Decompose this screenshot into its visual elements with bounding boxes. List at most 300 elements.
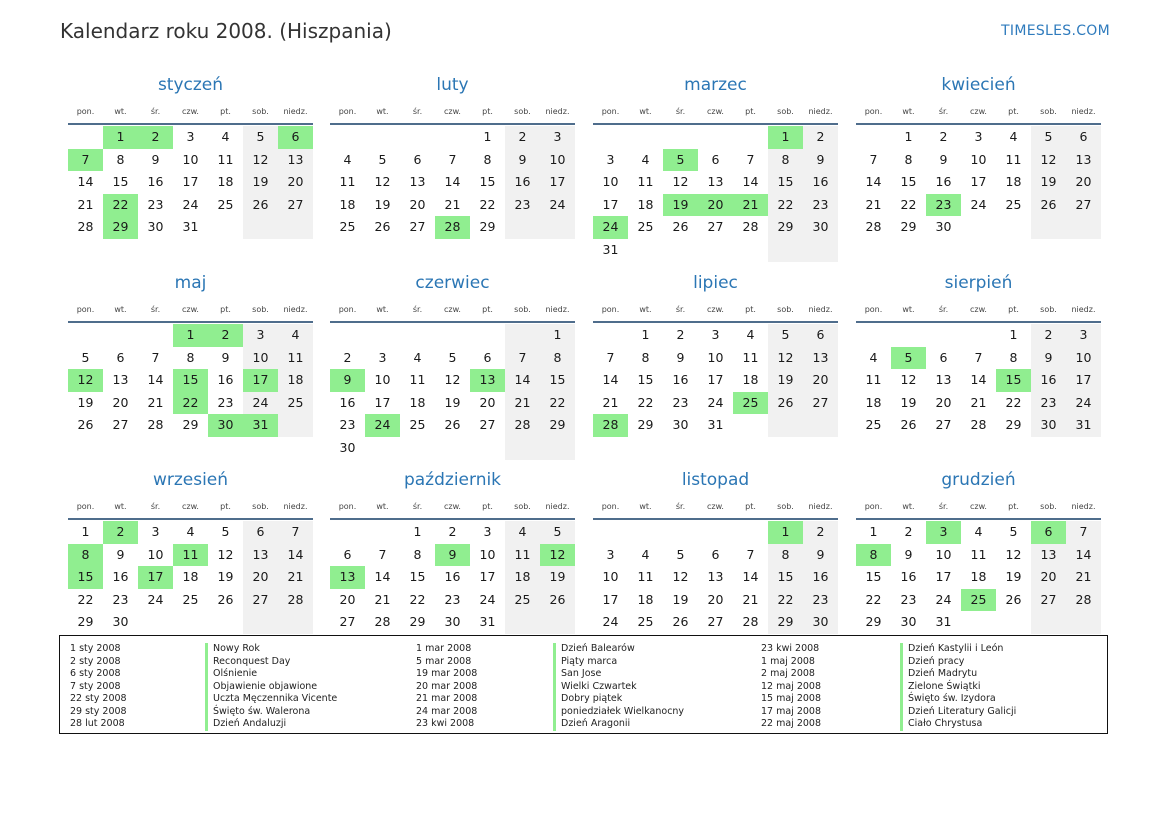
day-cell: 20 (707, 591, 724, 607)
weekday-label: pt. (482, 107, 493, 116)
month-block (856, 466, 1101, 634)
day-cell: 30 (112, 614, 129, 630)
day-cell: 20 (1066, 171, 1101, 194)
legend-date: 17 maj 2008 (761, 705, 822, 717)
day-cell: 12 (444, 372, 461, 388)
month-name: maj (174, 273, 207, 293)
month-name: kwiecień (941, 75, 1016, 95)
day-cell-empty (540, 437, 575, 460)
day-cell: 16 (444, 569, 461, 585)
day-cell: 22 (768, 589, 803, 612)
day-cell: 1 (904, 129, 913, 144)
legend-date: 23 kwi 2008 (761, 643, 820, 654)
weekday-label: śr. (150, 107, 161, 116)
day-grid (593, 521, 838, 634)
day-cell-empty (926, 324, 961, 347)
day-cell: 13 (803, 347, 838, 370)
day-cell-empty (698, 239, 733, 262)
day-cell: 27 (339, 614, 356, 630)
weekday-label: sob. (1040, 107, 1057, 116)
day-grid (68, 324, 313, 437)
month-name: grudzień (941, 470, 1016, 490)
day-cell: 14 (505, 369, 540, 392)
day-cell: 19 (1005, 569, 1022, 585)
weekday-label: pon. (338, 107, 357, 116)
day-cell: 1 (483, 129, 492, 144)
legend-holiday-name: Dzień Madrytu (908, 668, 978, 679)
day-cell: 16 (672, 372, 689, 388)
weekday-label: pon. (864, 305, 883, 314)
day-cell: 29 (182, 417, 199, 433)
day-cell: 15 (409, 569, 426, 585)
day-cell: 19 (243, 171, 278, 194)
day-cell: 12 (217, 546, 234, 562)
day-cell: 13 (470, 369, 505, 392)
day-cell: 3 (974, 129, 983, 144)
day-cell: 16 (147, 174, 164, 190)
weekday-label: niedz. (283, 107, 308, 116)
day-cell: 26 (374, 219, 391, 235)
day-cell: 7 (505, 347, 540, 370)
day-cell: 26 (243, 194, 278, 217)
weekday-label: śr. (412, 305, 423, 314)
month-divider (330, 518, 575, 520)
weekday-label: pon. (601, 305, 620, 314)
day-cell: 26 (900, 417, 917, 433)
day-cell: 4 (343, 151, 352, 167)
day-cell: 14 (278, 544, 313, 567)
day-cell: 10 (147, 546, 164, 562)
day-cell: 20 (479, 394, 496, 410)
weekday-header (593, 500, 838, 514)
day-cell: 17 (243, 369, 278, 392)
day-cell: 3 (243, 324, 278, 347)
weekday-label: śr. (938, 502, 949, 511)
day-cell: 19 (1031, 171, 1066, 194)
day-cell: 17 (479, 569, 496, 585)
day-cell: 31 (479, 614, 496, 630)
month-divider (68, 123, 313, 125)
day-cell: 10 (182, 151, 199, 167)
day-cell: 30 (208, 414, 243, 437)
day-cell-empty (698, 126, 733, 149)
day-grid (856, 126, 1101, 239)
day-cell: 3 (711, 327, 720, 342)
weekday-label: wt. (114, 107, 127, 116)
day-cell: 8 (413, 546, 422, 562)
day-cell: 17 (182, 174, 199, 190)
day-cell: 15 (768, 566, 803, 589)
day-cell: 8 (904, 151, 913, 167)
day-cell: 20 (409, 196, 426, 212)
legend-holiday-name: San Jose (561, 668, 602, 679)
day-cell: 11 (865, 372, 882, 388)
day-cell: 5 (663, 149, 698, 172)
day-cell: 27 (479, 417, 496, 433)
weekday-label: śr. (412, 502, 423, 511)
day-cell-empty (400, 126, 435, 149)
day-cell: 1 (173, 324, 208, 347)
day-cell: 26 (444, 417, 461, 433)
day-cell: 26 (1031, 194, 1066, 217)
day-cell: 15 (768, 171, 803, 194)
day-cell: 12 (672, 174, 689, 190)
weekday-label: śr. (675, 502, 686, 511)
month-block (330, 269, 575, 460)
day-cell: 10 (374, 372, 391, 388)
day-cell: 26 (672, 219, 689, 235)
day-cell: 28 (505, 414, 540, 437)
day-cell: 6 (1066, 126, 1101, 149)
weekday-label: sob. (514, 107, 531, 116)
day-cell: 10 (970, 151, 987, 167)
day-cell: 17 (374, 394, 391, 410)
day-cell: 29 (479, 219, 496, 235)
holiday-legend (59, 635, 1108, 734)
day-cell: 18 (182, 569, 199, 585)
legend-holiday-name: Święto św. Izydora (908, 693, 996, 704)
day-cell: 15 (637, 372, 654, 388)
day-cell: 25 (637, 614, 654, 630)
day-cell: 12 (68, 369, 103, 392)
month-divider (68, 518, 313, 520)
weekday-label: czw. (182, 305, 199, 314)
day-cell: 21 (742, 591, 759, 607)
day-cell: 4 (278, 324, 313, 347)
day-cell: 1 (103, 126, 138, 149)
day-cell: 4 (1009, 129, 1018, 144)
day-cell: 11 (970, 546, 987, 562)
day-cell: 29 (103, 216, 138, 239)
day-cell-empty (1066, 216, 1101, 239)
day-cell: 6 (711, 546, 720, 562)
weekday-label: wt. (639, 305, 652, 314)
day-cell: 21 (733, 194, 768, 217)
day-cell: 12 (540, 544, 575, 567)
page-title: Kalendarz roku 2008. (Hiszpania) (60, 19, 392, 43)
day-grid (330, 521, 575, 634)
day-cell: 21 (77, 196, 94, 212)
day-cell: 22 (409, 591, 426, 607)
weekday-label: czw. (970, 107, 987, 116)
weekday-label: czw. (444, 107, 461, 116)
day-cell-empty (365, 324, 400, 347)
legend-holiday-name: Nowy Rok (213, 643, 260, 654)
weekday-label: sob. (514, 305, 531, 314)
day-cell: 27 (243, 589, 278, 612)
month-name: wrzesień (152, 470, 229, 490)
day-grid (856, 521, 1101, 634)
month-name: sierpień (944, 273, 1013, 293)
day-cell: 2 (448, 524, 457, 539)
day-cell-empty (208, 611, 243, 634)
day-cell: 8 (641, 349, 650, 365)
day-cell: 3 (483, 524, 492, 539)
day-cell: 18 (742, 372, 759, 388)
day-cell: 5 (768, 324, 803, 347)
day-cell: 14 (602, 372, 619, 388)
day-cell-empty (400, 437, 435, 460)
weekday-label: pt. (1008, 502, 1019, 511)
day-cell: 16 (803, 566, 838, 589)
day-cell: 28 (865, 219, 882, 235)
day-cell-empty (996, 611, 1031, 634)
day-cell: 4 (221, 129, 230, 144)
day-cell-empty (803, 414, 838, 437)
weekday-header (593, 105, 838, 119)
day-cell: 7 (378, 546, 387, 562)
day-cell-empty (628, 126, 663, 149)
weekday-label: sob. (777, 107, 794, 116)
day-cell: 11 (173, 544, 208, 567)
legend-holiday-name: Uczta Męczennika Vicente (213, 693, 338, 704)
day-cell: 4 (641, 151, 650, 167)
legend-date: 24 mar 2008 (416, 705, 478, 717)
day-cell: 30 (672, 417, 689, 433)
day-cell: 6 (413, 151, 422, 167)
day-cell: 25 (733, 392, 768, 415)
month-block (593, 71, 838, 262)
day-cell-empty (768, 414, 803, 437)
day-cell-empty (505, 437, 540, 460)
day-cell-empty (435, 324, 470, 347)
legend-holiday-name: Zielone Świątki (908, 680, 981, 692)
day-cell: 22 (77, 591, 94, 607)
day-cell: 11 (409, 372, 426, 388)
day-cell-empty (996, 216, 1031, 239)
day-cell-empty (961, 611, 996, 634)
day-cell: 31 (1066, 414, 1101, 437)
day-cell-empty (628, 239, 663, 262)
legend-date: 23 kwi 2008 (416, 718, 475, 729)
legend-date: 1 mar 2008 (416, 643, 472, 654)
weekday-label: czw. (707, 107, 724, 116)
day-cell: 13 (330, 566, 365, 589)
legend-date: 22 maj 2008 (761, 718, 822, 729)
day-cell: 8 (768, 544, 803, 567)
day-cell-empty (1031, 611, 1066, 634)
day-cell: 23 (112, 591, 129, 607)
day-cell: 30 (900, 614, 917, 630)
day-cell: 19 (900, 394, 917, 410)
weekday-label: wt. (902, 502, 915, 511)
legend-date: 22 sty 2008 (70, 693, 127, 704)
day-cell: 24 (970, 196, 987, 212)
day-cell: 27 (278, 194, 313, 217)
month-name: czerwiec (415, 273, 490, 293)
day-cell: 9 (435, 544, 470, 567)
legend-date: 12 maj 2008 (761, 680, 822, 692)
day-cell: 18 (339, 196, 356, 212)
day-cell: 2 (103, 521, 138, 544)
day-grid (856, 324, 1101, 437)
month-divider (856, 321, 1101, 323)
brand-link[interactable]: TIMESLES.COM (1001, 23, 1110, 39)
weekday-label: pon. (76, 305, 95, 314)
day-cell: 15 (68, 566, 103, 589)
day-cell: 16 (217, 372, 234, 388)
day-cell: 9 (330, 369, 365, 392)
day-cell: 23 (900, 591, 917, 607)
day-cell: 24 (707, 394, 724, 410)
day-cell: 1 (540, 324, 575, 347)
weekday-label: pt. (745, 502, 756, 511)
weekday-header (856, 105, 1101, 119)
day-cell: 23 (1031, 392, 1066, 415)
month-name: marzec (684, 75, 747, 95)
day-cell: 1 (768, 126, 803, 149)
day-cell: 23 (926, 194, 961, 217)
legend-holiday-name: Święto św. Walerona (213, 705, 311, 717)
weekday-label: sob. (514, 502, 531, 511)
day-cell: 18 (970, 569, 987, 585)
weekday-label: wt. (902, 305, 915, 314)
day-cell: 5 (540, 521, 575, 544)
day-cell-empty (733, 239, 768, 262)
day-cell: 21 (444, 196, 461, 212)
month-block (330, 71, 575, 239)
day-cell: 18 (865, 394, 882, 410)
day-cell: 17 (540, 171, 575, 194)
day-cell: 7 (606, 349, 615, 365)
day-cell: 12 (1005, 546, 1022, 562)
legend-holiday-name: Dzień Aragonii (561, 718, 631, 729)
weekday-label: pon. (338, 502, 357, 511)
day-cell: 12 (243, 149, 278, 172)
day-cell-empty (733, 521, 768, 544)
day-cell: 24 (935, 591, 952, 607)
weekday-label: pt. (482, 305, 493, 314)
day-cell: 25 (961, 589, 996, 612)
day-cell-empty (663, 239, 698, 262)
day-cell: 30 (147, 219, 164, 235)
day-cell: 10 (707, 349, 724, 365)
weekday-label: wt. (639, 502, 652, 511)
day-cell: 7 (68, 149, 103, 172)
legend-date: 28 lut 2008 (70, 718, 125, 729)
day-cell: 11 (637, 174, 654, 190)
legend-holiday-name: Piąty marca (561, 655, 618, 667)
weekday-label: sob. (1040, 305, 1057, 314)
day-cell: 21 (505, 392, 540, 415)
day-cell: 27 (707, 219, 724, 235)
day-cell: 3 (151, 524, 160, 539)
weekday-label: pon. (76, 107, 95, 116)
day-cell: 11 (278, 347, 313, 370)
legend-date: 19 mar 2008 (416, 668, 478, 679)
day-cell-empty (470, 324, 505, 347)
day-cell: 24 (243, 392, 278, 415)
weekday-header (68, 303, 313, 317)
day-cell-empty (278, 216, 313, 239)
day-cell: 22 (173, 392, 208, 415)
day-cell: 24 (1066, 392, 1101, 415)
day-cell-empty (68, 126, 103, 149)
day-cell: 7 (448, 151, 457, 167)
weekday-label: niedz. (808, 502, 833, 511)
day-cell: 6 (483, 349, 492, 365)
weekday-label: czw. (182, 107, 199, 116)
day-cell: 11 (1005, 151, 1022, 167)
day-cell: 2 (1031, 324, 1066, 347)
day-cell-empty (243, 216, 278, 239)
day-cell: 25 (339, 219, 356, 235)
day-cell: 21 (970, 394, 987, 410)
day-cell: 11 (339, 174, 356, 190)
day-cell-empty (505, 611, 540, 634)
day-cell: 23 (339, 417, 356, 433)
month-divider (856, 123, 1101, 125)
day-cell: 9 (151, 151, 160, 167)
day-cell: 14 (865, 174, 882, 190)
day-cell: 17 (707, 372, 724, 388)
day-cell-empty (593, 324, 628, 347)
day-cell: 21 (278, 566, 313, 589)
day-cell: 7 (1066, 521, 1101, 544)
day-cell: 13 (243, 544, 278, 567)
day-cell-empty (243, 611, 278, 634)
weekday-label: niedz. (545, 107, 570, 116)
day-cell: 4 (186, 524, 195, 539)
legend-date-column (416, 643, 477, 731)
weekday-label: pon. (864, 502, 883, 511)
day-cell: 1 (641, 327, 650, 342)
day-cell: 31 (707, 417, 724, 433)
day-cell-empty (593, 521, 628, 544)
day-cell: 28 (742, 219, 759, 235)
day-cell: 5 (891, 347, 926, 370)
day-cell: 29 (409, 614, 426, 630)
day-cell: 26 (217, 591, 234, 607)
day-cell: 1 (768, 521, 803, 544)
day-cell-empty (330, 521, 365, 544)
month-name: październik (403, 470, 502, 490)
day-cell: 22 (479, 196, 496, 212)
day-cell: 9 (803, 149, 838, 172)
legend-holiday-name: Objawienie objawione (213, 680, 318, 692)
day-cell: 25 (182, 591, 199, 607)
day-cell: 17 (602, 591, 619, 607)
day-cell: 3 (378, 349, 387, 365)
weekday-label: sob. (252, 107, 269, 116)
day-cell: 13 (112, 372, 129, 388)
day-cell: 19 (444, 394, 461, 410)
day-cell: 4 (869, 349, 878, 365)
day-cell: 27 (112, 417, 129, 433)
day-cell: 23 (803, 589, 838, 612)
day-cell-empty (663, 521, 698, 544)
day-cell-empty (856, 324, 891, 347)
day-cell: 13 (707, 174, 724, 190)
day-cell: 25 (278, 392, 313, 415)
day-cell: 20 (803, 369, 838, 392)
weekday-label: śr. (150, 305, 161, 314)
legend-date: 29 sty 2008 (70, 705, 127, 717)
day-cell: 12 (900, 372, 917, 388)
day-cell: 3 (1066, 324, 1101, 347)
day-cell: 3 (606, 546, 615, 562)
day-cell: 29 (900, 219, 917, 235)
day-cell: 11 (637, 569, 654, 585)
day-cell: 28 (77, 219, 94, 235)
day-cell: 18 (637, 196, 654, 212)
day-cell: 27 (803, 392, 838, 415)
day-cell: 24 (602, 614, 619, 630)
day-cell: 30 (1031, 414, 1066, 437)
day-cell: 16 (1031, 369, 1066, 392)
day-cell: 22 (900, 196, 917, 212)
day-cell: 21 (1066, 566, 1101, 589)
